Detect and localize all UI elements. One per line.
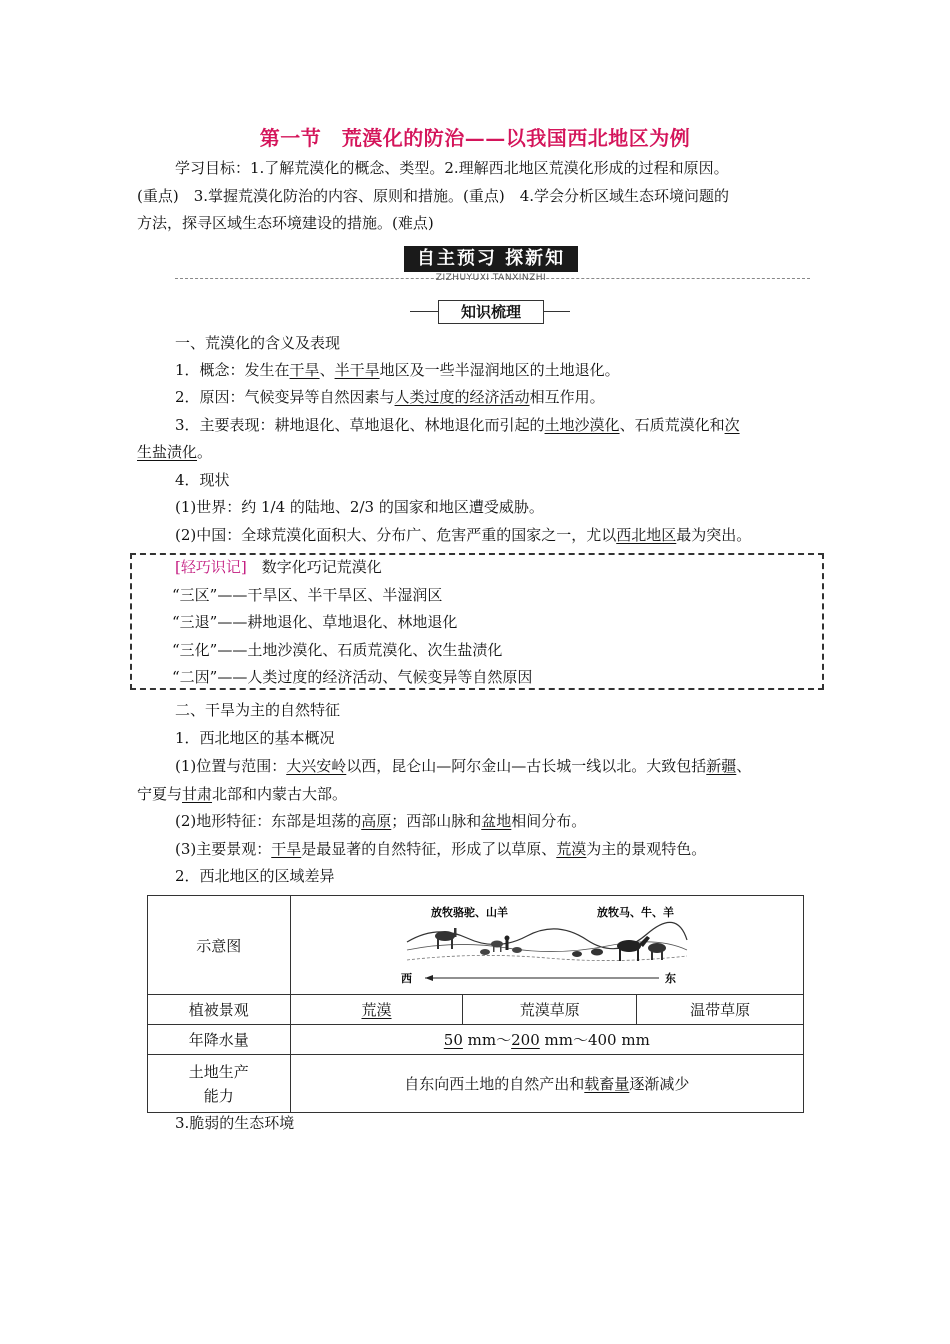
- sketch-cell: [290, 896, 803, 995]
- terrain-line: (2)地形特征：东部是坦荡的高原；西部山脉和盆地相间分布。: [175, 812, 587, 830]
- productivity-cell: 自东向西土地的自然产出和载畜量逐渐减少: [290, 1055, 803, 1113]
- memory-tip-line: “三区”——干旱区、半干旱区、半湿润区: [172, 586, 443, 604]
- blank-answer: 大兴安岭: [286, 757, 347, 775]
- status-china: (2)中国：全球荒漠化面积大、分布广、危害严重的国家之一，尤以西北地区最为突出。: [175, 526, 752, 544]
- section-2-sub-2: 2．西北地区的区域差异: [175, 867, 335, 885]
- row-label-vegetation: 植被景观: [148, 995, 291, 1025]
- blank-answer: 50: [443, 1031, 463, 1049]
- section-2-sub-1: 1．西北地区的基本概况: [175, 729, 335, 747]
- knowledge-label-rule-left: [410, 311, 438, 312]
- blank-answer: 次: [724, 416, 740, 434]
- memory-tip-line: “二因”——人类过度的经济活动、气候变异等自然原因: [172, 668, 533, 686]
- section-banner: 自主预习 探新知: [404, 246, 578, 272]
- objectives-line-1: 学习目标：1.了解荒漠化的概念、类型。2.理解西北地区荒漠化形成的过程和原因。: [175, 159, 729, 177]
- knowledge-label-rule-right: [542, 311, 570, 312]
- sketch-label-west: 放牧骆驼、山羊: [430, 906, 508, 919]
- goat-icon: [480, 941, 522, 956]
- row-label-rainfall: 年降水量: [148, 1025, 291, 1055]
- sketch-west-label: 西: [400, 972, 412, 985]
- page-title: 第一节 荒漠化的防治——以我国西北地区为例: [259, 126, 691, 150]
- section-banner-subtitle: ZIZHUYUXI TANXINZHI: [435, 273, 547, 283]
- landscape-line: (3)主要景观：干旱是最显著的自然特征，形成了以草原、荒漠为主的景观特色。: [175, 840, 707, 858]
- location-line-2: 宁夏与甘肃北部和内蒙古大部。: [137, 785, 348, 803]
- rainfall-cell: 50 mm～200 mm～400 mm: [290, 1025, 803, 1055]
- blank-answer: 高原: [361, 812, 392, 830]
- main-manifestation-line: 3．主要表现：耕地退化、草地退化、林地退化而引起的土地沙漠化、石质荒漠化和次: [175, 416, 740, 434]
- horse-icon: [617, 936, 650, 961]
- blank-answer: 半干旱: [334, 361, 380, 379]
- grazing-sketch-image: [397, 902, 697, 988]
- objectives-line-3: 方法，探寻区域生态环境建设的措施。(难点): [137, 214, 434, 232]
- vegetation-cell: 荒漠草原: [463, 995, 637, 1025]
- blank-answer: 土地沙漠化: [544, 416, 620, 434]
- blank-answer: 人类过度的经济活动: [394, 388, 530, 406]
- row-label-sketch: 示意图: [148, 896, 291, 995]
- blank-answer: 载畜量: [584, 1075, 630, 1093]
- table-row: [148, 1025, 804, 1055]
- section-2-heading: 二、干旱为主的自然特征: [175, 701, 341, 719]
- blank-answer: 荒漠: [361, 1001, 392, 1019]
- concept-line: 1．概念：发生在干旱、半干旱地区及一些半湿润地区的土地退化。: [175, 361, 620, 379]
- blank-answer: 干旱: [271, 840, 302, 858]
- location-line: (1)位置与范围：大兴安岭以西，昆仑山—阿尔金山—古长城一线以北。大致包括新疆、: [175, 757, 752, 775]
- blank-answer: 西北地区: [616, 526, 677, 544]
- blank-answer: 新疆: [706, 757, 737, 775]
- section-2-sub-3: 3.脆弱的生态环境: [175, 1114, 295, 1132]
- cause-line: 2．原因：气候变异等自然因素与人类过度的经济活动相互作用。: [175, 388, 605, 406]
- blank-answer: 盆地: [481, 812, 512, 830]
- blank-answer: 荒漠: [556, 840, 587, 858]
- status-world: (1)世界：约 1/4 的陆地、2/3 的国家和地区遭受威胁。: [175, 498, 544, 516]
- region-difference-table: [147, 895, 804, 1113]
- blank-answer: 干旱: [289, 361, 320, 379]
- memory-tip-line: “三化”——土地沙漠化、石质荒漠化、次生盐渍化: [172, 641, 503, 659]
- blank-answer: 200: [511, 1031, 540, 1049]
- objectives-line-2: (重点) 3.掌握荒漠化防治的内容、原则和措施。(重点) 4.学会分析区域生态环境问题的: [137, 187, 730, 205]
- section-1-heading: 一、荒漠化的含义及表现: [175, 334, 341, 352]
- row-label-productivity: 土地生产 能力: [148, 1055, 291, 1113]
- status-heading: 4．现状: [175, 471, 230, 489]
- vegetation-cell: 温带草原: [637, 995, 804, 1025]
- sketch-label-east: 放牧马、牛、羊: [596, 906, 674, 919]
- memory-tip-line: “三退”——耕地退化、草地退化、林地退化: [172, 613, 458, 631]
- knowledge-label: 知识梳理: [438, 300, 544, 324]
- sketch-east-label: 东: [664, 972, 676, 985]
- table-row: [148, 995, 804, 1025]
- blank-answer: 生盐渍化: [137, 443, 198, 461]
- camel-icon: [435, 928, 457, 949]
- table-row: [148, 1055, 804, 1113]
- memory-tip-title: [轻巧识记] 数字化巧记荒漠化: [175, 558, 382, 576]
- table-row: [148, 896, 804, 995]
- main-manifestation-line-2: 生盐渍化。: [137, 443, 213, 461]
- memory-tip-tag: [轻巧识记]: [175, 558, 247, 576]
- vegetation-cell: [290, 995, 463, 1025]
- blank-answer: 甘肃: [182, 785, 213, 803]
